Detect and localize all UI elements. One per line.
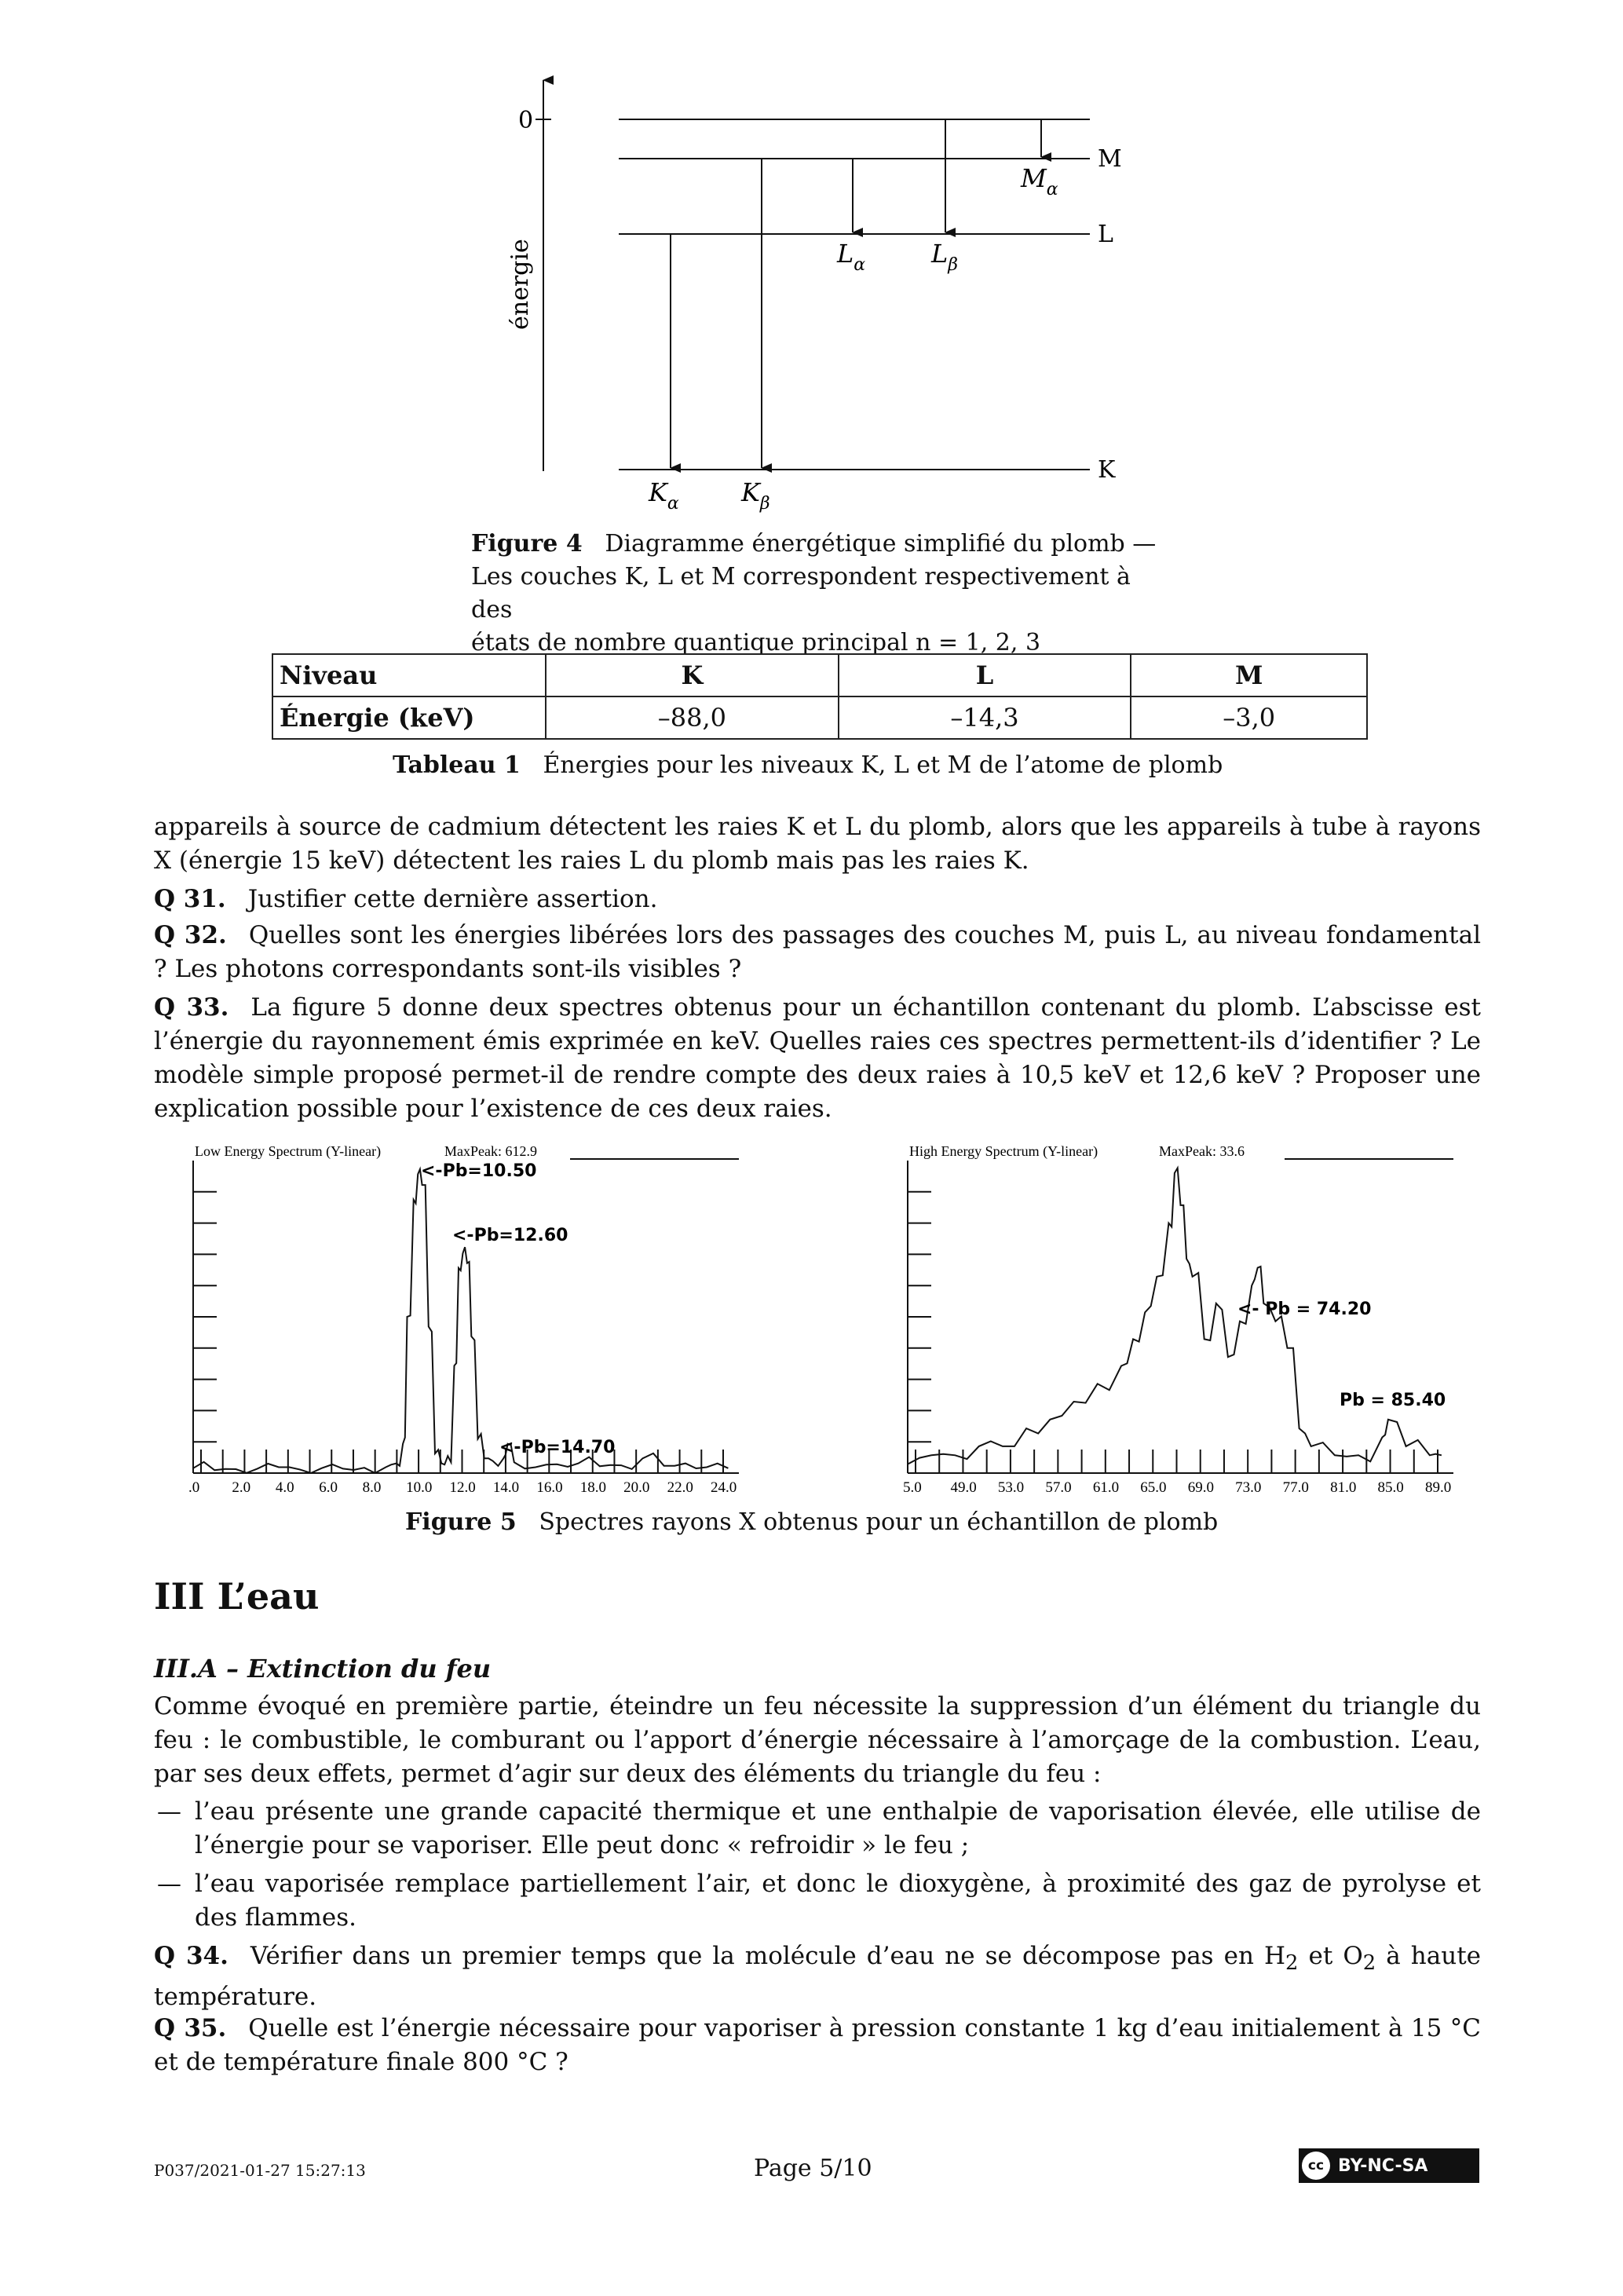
x-tick-label: 4.0 [275, 1479, 294, 1496]
k-beta-label: $K_\beta$ [741, 477, 770, 514]
question-label: Q 34. [154, 1942, 228, 1970]
x-tick-label: 69.0 [1187, 1479, 1214, 1496]
table-header-row [272, 654, 1367, 696]
spectrum-line [193, 1169, 728, 1473]
x-tick-label: 85.0 [1377, 1479, 1404, 1496]
x-tick-label: 5.0 [903, 1479, 922, 1496]
x-tick-label: 57.0 [1045, 1479, 1072, 1496]
x-tick-label: 2.0 [232, 1479, 251, 1496]
table-1-caption-label: Tableau 1 [393, 751, 521, 779]
x-tick-label: 10.0 [406, 1479, 433, 1496]
chart-title: Low Energy Spectrum (Y-linear) [195, 1143, 382, 1159]
x-tick-label: 73.0 [1235, 1479, 1262, 1496]
peak-annotation: <- Pb = 74.20 [1237, 1300, 1372, 1319]
question-text: à haute température. [154, 1942, 1482, 2012]
x-tick-label: 81.0 [1330, 1479, 1357, 1496]
question-text: Vérifier dans un premier temps que la molécule d’eau ne se décompose pas en H [250, 1942, 1286, 1970]
x-tick-label: 61.0 [1092, 1479, 1120, 1496]
question-31 [154, 883, 1481, 916]
table-cell: –3,0 [1131, 696, 1367, 739]
subsection-title: III.A – Extinction du feu [154, 1654, 492, 1684]
axis-zero-label: 0 [518, 107, 534, 134]
x-tick-label: 24.0 [711, 1479, 737, 1496]
x-tick-label: 12.0 [449, 1479, 476, 1496]
axis-label: énergie [506, 239, 534, 330]
question-32 [154, 919, 1481, 986]
l-beta-label: $L_\beta$ [931, 239, 958, 275]
question-text: La figure 5 donne deux spectres obtenus pour un échantillon contenant du plomb. L’abscisse est l’énergie du rayonnement émis exprimée en keV. Quelles raies ces spectres permettent-ils d’identifier ? Le modèle simple proposé permet-il de rendre compte des deux raies à 10,5 keV et 12,6 keV ? Proposer une explication possible pour l’existence de ces deux raies. [154, 993, 1481, 1123]
chart-title: High Energy Spectrum (Y-linear) [909, 1143, 1098, 1159]
section-paragraph: Comme évoqué en première partie, éteindre un feu nécessite la suppression d’un élément du triangle du feu : le combustible, le comburant ou l’apport d’énergie nécessaire à l’amorçage de la combustion. L’eau, par ses deux effets, permet d’agir sur deux des éléments du triangle du feu : [154, 1692, 1481, 1788]
page-number: Page 5/10 [754, 2155, 872, 2182]
table-cell: Énergie (keV) [272, 696, 546, 739]
x-tick-label: 6.0 [319, 1479, 338, 1496]
k-alpha-label: $K_\alpha$ [649, 477, 679, 514]
figure-5-caption [405, 1506, 1347, 1539]
bullet-item: l’eau présente une grande capacité thermique et une enthalpie de vaporisation élevée, elle utilise de l’énergie pour se vaporiser. Elle peut donc « refroidir » le feu ; [195, 1797, 1481, 1859]
figure-4-caption-line2: Les couches K, L et M correspondent respectivement à des [471, 563, 1131, 623]
footer-left: P037/2021-01-27 15:27:13 [154, 2161, 366, 2180]
table-row [272, 696, 1367, 739]
high-energy-spectrum-chart [892, 1143, 1465, 1497]
level-m-label: M [1098, 145, 1122, 173]
table-header-cell: L [839, 654, 1131, 696]
figure-4-caption-line3: états de nombre quantique principal n = 1, 2, 3 [471, 629, 1041, 656]
license-text: BY-NC-SA [1338, 2155, 1428, 2176]
subscript: 2 [1362, 1951, 1376, 1976]
table-1-caption [393, 749, 1335, 782]
question-label: Q 32. [154, 921, 227, 949]
table-header-cell: Niveau [272, 654, 546, 696]
question-label: Q 33. [154, 993, 229, 1022]
level-k-label: K [1098, 456, 1116, 484]
question-text: Quelle est l’énergie nécessaire pour vaporiser à pression constante 1 kg d’eau initialement à 15 °C et de température finale 800 °C ? [154, 2014, 1481, 2076]
figure-5-caption-label: Figure 5 [405, 1508, 517, 1536]
subscript: 2 [1285, 1951, 1299, 1976]
low-energy-spectrum-chart [177, 1143, 751, 1497]
x-tick-label: 18.0 [579, 1479, 606, 1496]
peak-annotation: <-Pb=14.70 [499, 1438, 616, 1457]
question-label: Q 31. [154, 885, 226, 913]
x-tick-label: 65.0 [1140, 1479, 1167, 1496]
x-tick-label: 53.0 [997, 1479, 1025, 1496]
x-tick-label: 20.0 [623, 1479, 650, 1496]
peak-annotation: <-Pb=12.60 [452, 1226, 568, 1245]
table-cell: –14,3 [839, 696, 1131, 739]
section-title: III L’eau [154, 1575, 320, 1618]
peak-annotation: Pb = 85.40 [1340, 1391, 1446, 1410]
question-34 [154, 1940, 1481, 2014]
x-tick-label: 77.0 [1282, 1479, 1309, 1496]
table-cell: –88,0 [546, 696, 839, 739]
maxpeak-label: MaxPeak: 612.9 [444, 1143, 537, 1159]
license-badge [1299, 2148, 1479, 2183]
question-text: Quelles sont les énergies libérées lors des passages des couches M, puis L, au niveau fondamental ? Les photons correspondants sont-ils visibles ? [154, 921, 1481, 983]
x-tick-label: 8.0 [362, 1479, 382, 1496]
figure-4-caption-label: Figure 4 [471, 530, 583, 558]
question-text: Justifier cette dernière assertion. [247, 885, 658, 913]
question-33 [154, 991, 1481, 1126]
figure-4-diagram [471, 71, 1178, 518]
l-alpha-label: $L_\alpha$ [837, 239, 866, 275]
intro-paragraph: appareils à source de cadmium détectent les raies K et L du plomb, alors que les appareils à tube à rayons X (énergie 15 keV) détectent les raies L du plomb mais pas les raies K. [154, 813, 1481, 875]
x-tick-label: 22.0 [667, 1479, 693, 1496]
bullet-dash: — [157, 1870, 181, 1898]
question-35 [154, 2012, 1481, 2079]
energy-levels-table [272, 653, 1368, 740]
peak-annotation: <-Pb=10.50 [421, 1161, 537, 1181]
bullet-item: l’eau vaporisée remplace partiellement l’air, et donc le dioxygène, à proximité des gaz de pyrolyse et des flammes. [195, 1870, 1481, 1932]
level-l-label: L [1098, 221, 1113, 248]
cc-icon: cc [1302, 2152, 1330, 2180]
question-label: Q 35. [154, 2014, 227, 2042]
maxpeak-label: MaxPeak: 33.6 [1159, 1143, 1245, 1159]
question-text: et O [1298, 1942, 1363, 1970]
table-header-cell: K [546, 654, 839, 696]
x-tick-label: 14.0 [492, 1479, 520, 1496]
x-tick-label: 49.0 [950, 1479, 977, 1496]
table-header-cell: M [1131, 654, 1367, 696]
x-tick-label: 16.0 [536, 1479, 563, 1496]
figure-5-caption-text: Spectres rayons X obtenus pour un échantillon de plomb [539, 1508, 1219, 1536]
x-tick-label: .0 [188, 1479, 200, 1496]
figure-4-caption [471, 528, 1178, 660]
bullet-dash: — [157, 1797, 181, 1826]
table-1-caption-text: Énergies pour les niveaux K, L et M de l’atome de plomb [543, 751, 1223, 779]
x-tick-label: 89.0 [1425, 1479, 1452, 1496]
figure-4-caption-line1: Diagramme énergétique simplifié du plomb — [605, 530, 1157, 558]
m-alpha-label: $M_\alpha$ [1021, 163, 1058, 199]
